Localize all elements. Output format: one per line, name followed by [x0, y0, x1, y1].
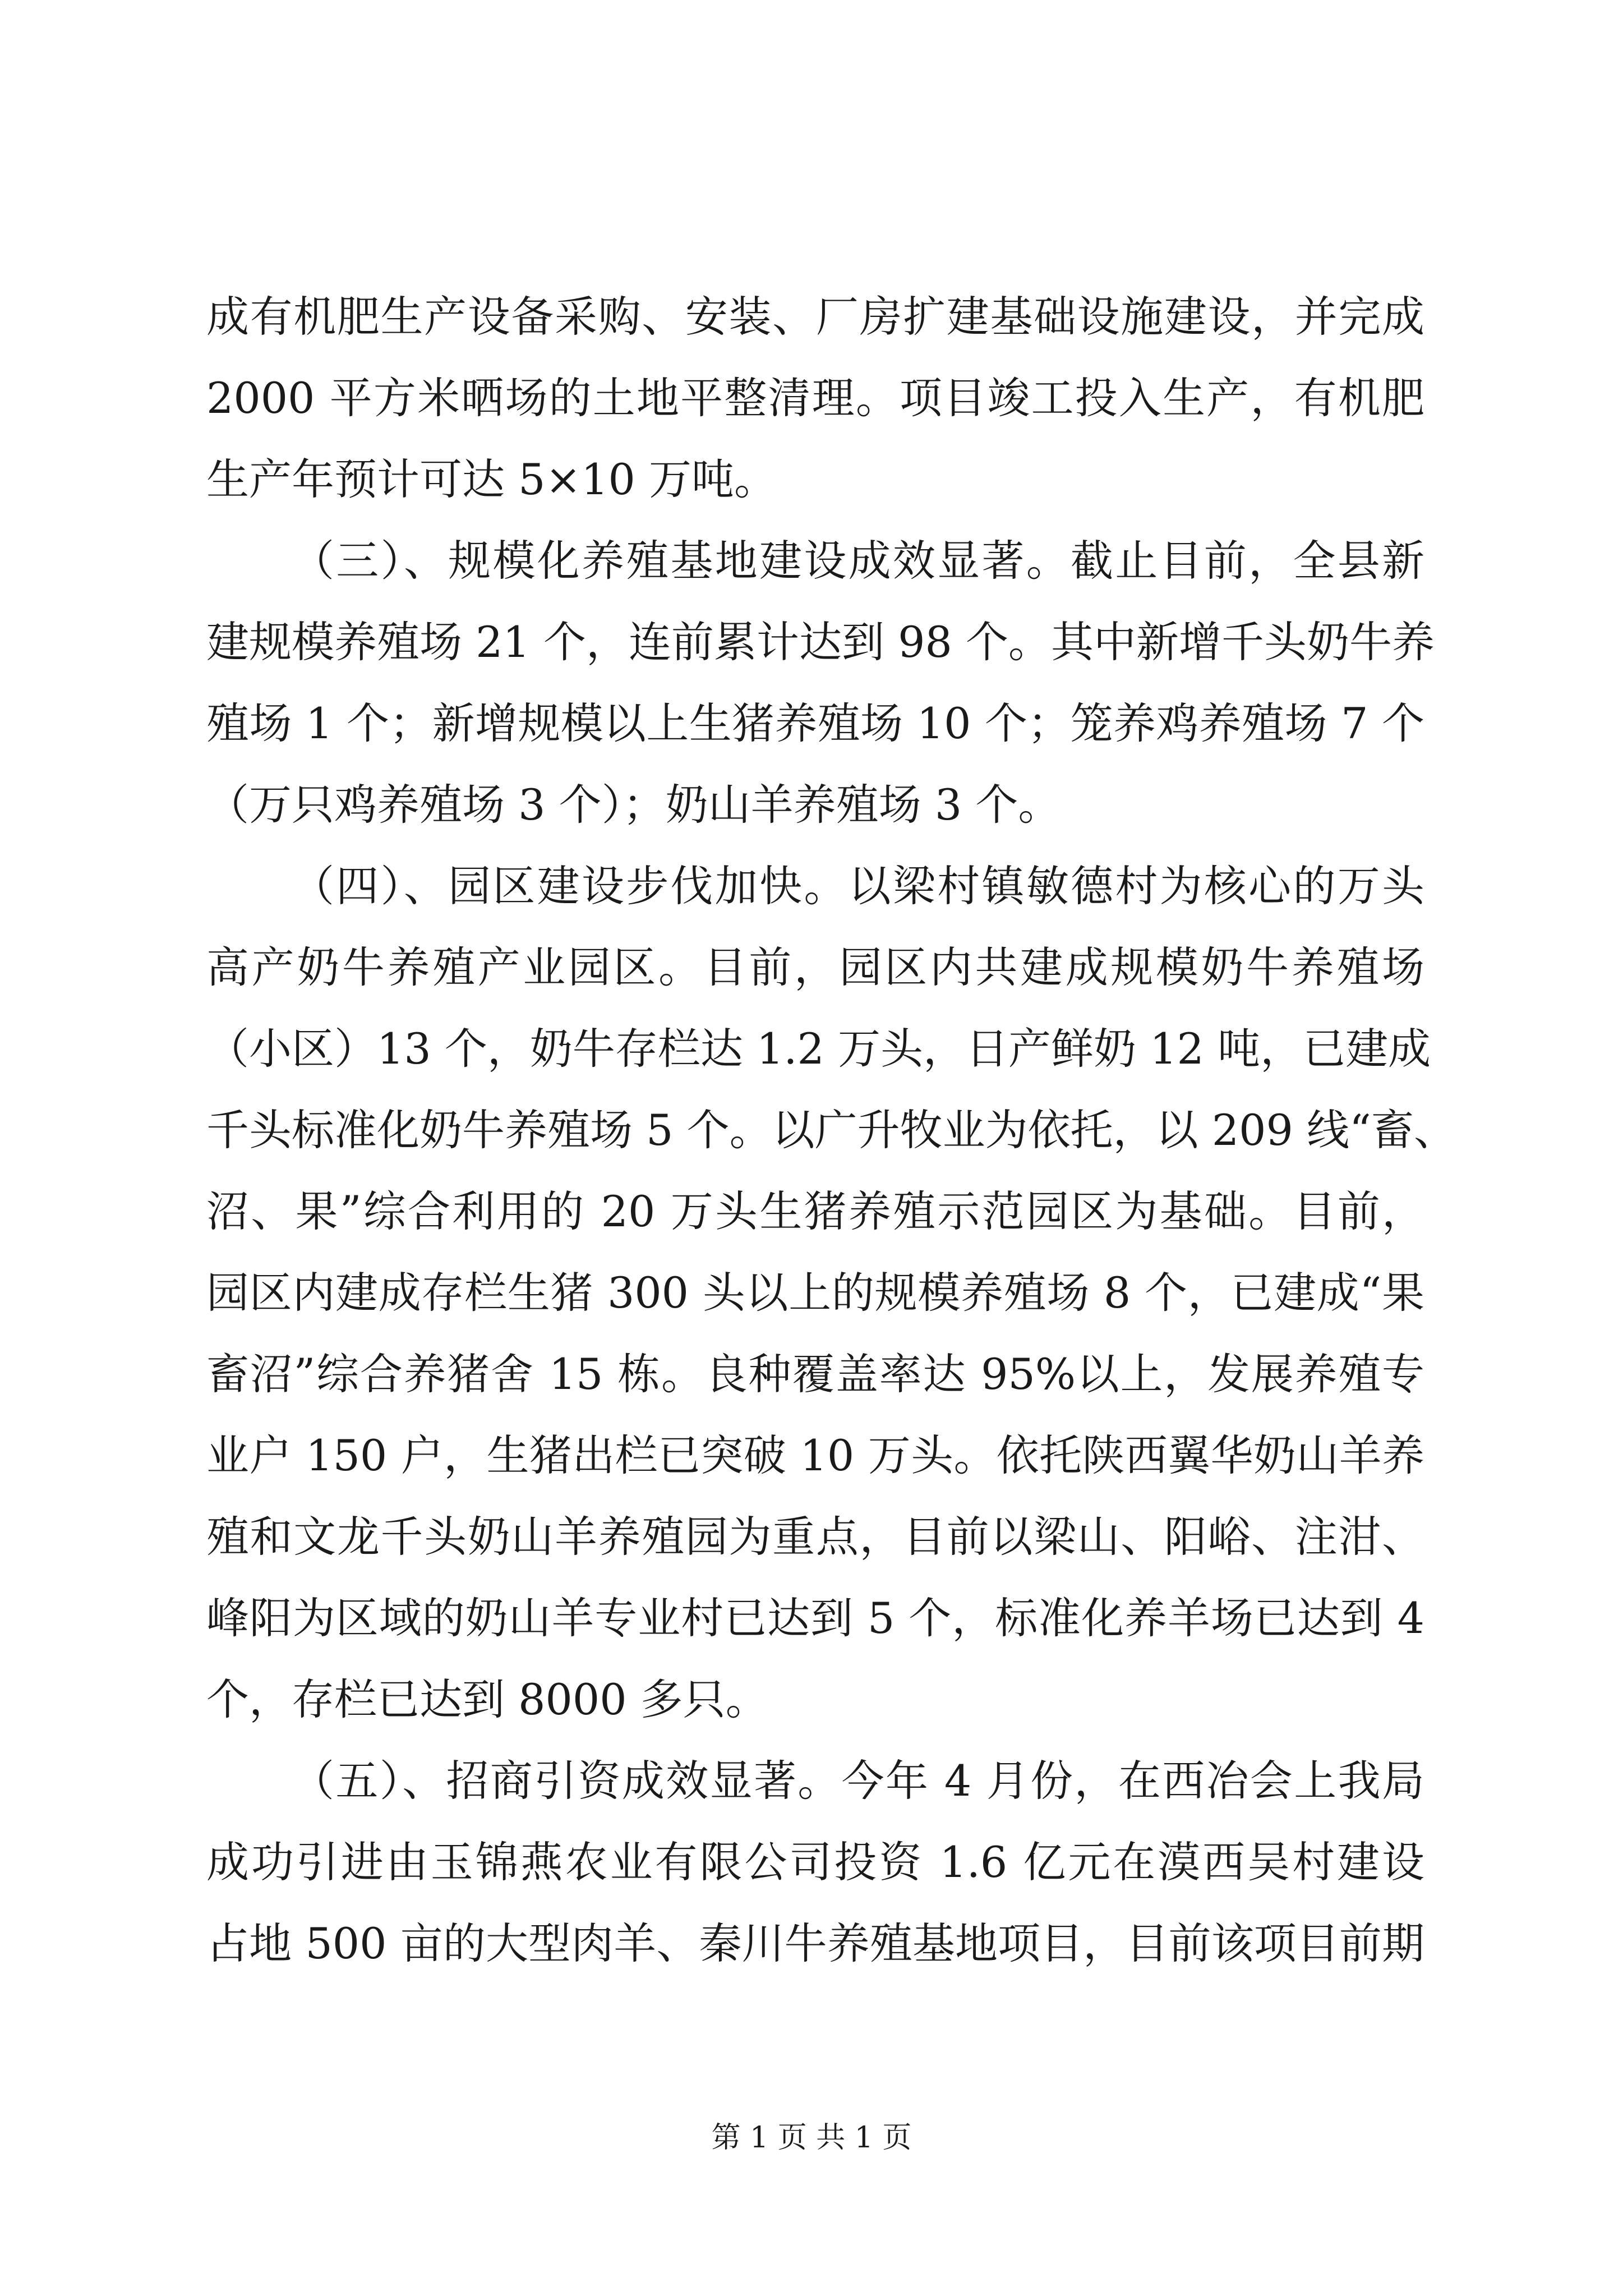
text-line: 建规模养殖场 21 个，连前累计达到 98 个。其中新增千头奶牛养	[206, 617, 1435, 667]
text-line: 占地 500 亩的大型肉羊、秦川牛养殖基地项目，目前该项目前期	[206, 1918, 1424, 1968]
text-line: 殖场 1 个；新增规模以上生猪养殖场 10 个；笼养鸡养殖场 7 个	[206, 698, 1424, 748]
text-line: 个，存栏已达到 8000 多只。	[206, 1674, 768, 1724]
text-line: 园区内建成存栏生猪 300 头以上的规模养殖场 8 个，已建成“果	[206, 1268, 1424, 1318]
text-line: 成功引进由玉锦燕农业有限公司投资 1.6 亿元在漠西吴村建设	[206, 1837, 1424, 1887]
text-line: （三）、规模化养殖基地建设成效显著。截止目前，全县新	[292, 536, 1424, 586]
text-line: （小区）13 个，奶牛存栏达 1.2 万头，日产鲜奶 12 吨，已建成	[206, 1024, 1431, 1074]
text-line: 畜沼”综合养猪舍 15 栋。良种覆盖率达 95%以上，发展养殖专	[206, 1349, 1424, 1399]
text-line: 峰阳为区域的奶山羊专业村已达到 5 个，标准化养羊场已达到 4	[206, 1593, 1424, 1643]
text-line: 高产奶牛养殖产业园区。目前，园区内共建成规模奶牛养殖场	[206, 942, 1424, 992]
body-text	[206, 276, 1456, 1984]
text-line: 沼、果”综合利用的 20 万头生猪养殖示范园区为基础。目前，	[206, 1186, 1424, 1236]
text-line: 业户 150 户，生猪出栏已突破 10 万头。依托陕西翼华奶山羊养	[206, 1430, 1424, 1480]
text-line: 2000 平方米晒场的土地平整清理。项目竣工投入生产，有机肥	[206, 373, 1424, 423]
text-line: 千头标准化奶牛养殖场 5 个。以广升牧业为依托，以 209 线“畜、	[206, 1105, 1456, 1155]
text-line: 成有机肥生产设备采购、安装、厂房扩建基础设施建设，并完成	[206, 292, 1424, 342]
page-footer: 第 1 页 共 1 页	[711, 2121, 912, 2155]
text-line: 殖和文龙千头奶山羊养殖园为重点，目前以梁山、阳峪、注泔、	[206, 1512, 1424, 1562]
text-line: （万只鸡养殖场 3 个）；奶山羊养殖场 3 个。	[206, 780, 1061, 830]
text-line: 生产年预计可达 5×10 万吨。	[206, 454, 777, 504]
text-line: （四）、园区建设步伐加快。以梁村镇敏德村为核心的万头	[292, 861, 1424, 911]
text-line: （五）、招商引资成效显著。今年 4 月份，在西冶会上我局	[292, 1756, 1424, 1806]
